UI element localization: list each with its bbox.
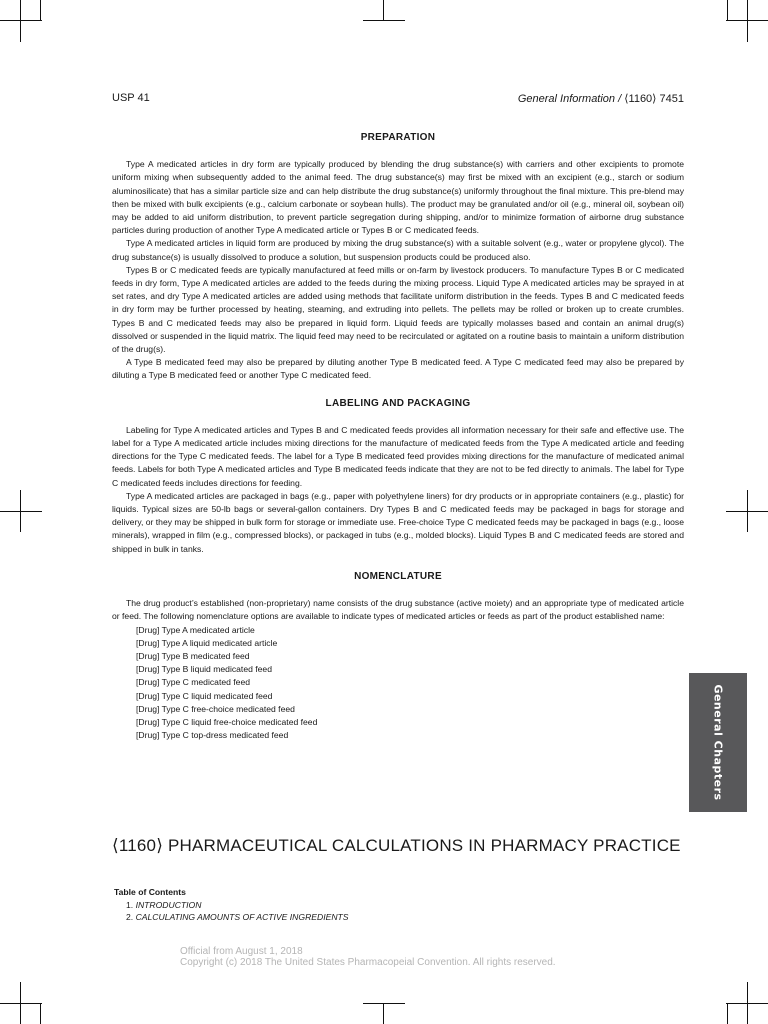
list-item: [Drug] Type C medicated feed [136,677,251,688]
section-heading: NOMENCLATURE [354,570,442,582]
list-item: [Drug] Type A liquid medicated article [136,637,278,648]
toc-item[interactable] [114,911,349,924]
table-of-contents [114,886,349,924]
toc-number: 2. [126,912,134,922]
running-header [112,92,684,108]
official-date: Official from August 1, 2018 [180,946,303,957]
chapter-title: ⟨1160⟩ PHARMACEUTICAL CALCULATIONS IN PHARMACY PRACTICE [112,836,681,855]
preparation-section [112,131,684,383]
paragraph: A Type B medicated feed may also be prepared by diluting another Type B medicated feed. A Type C medicated feed may also be prepared by diluting a Type B medicated feed or another Type C medicated feed. [112,357,684,381]
paragraph: Type A medicated articles are packaged in bags (e.g., paper with polyethylene liners) for dry products or in appropriate containers (e.g., plastic) for liquids. Typical sizes are 50-lb bags or several-gallon containers. Dry Types B and C medicated feeds may be packaged in bags for storage and delivery, or they may be shipped in bulk form for storage or immediate use. Free-choice Type C medicated feeds may be packaged in bags (e.g., loose minerals), wrapped in film (e.g., compressed blocks), or packaged in tubs (e.g., molded blocks). Liquid Types B and C medicated feeds are stored and shipped in bulk in tanks. [112,490,684,554]
nomenclature-list [136,624,684,743]
section-heading: LABELING AND PACKAGING [325,397,471,409]
page-content [112,131,684,756]
general-chapters-tab [689,673,747,812]
list-item: [Drug] Type B liquid medicated feed [136,664,272,675]
list-item: [Drug] Type C top-dress medicated feed [136,730,289,741]
copyright-notice: Copyright (c) 2018 The United States Pharmacopeial Convention. All rights reserved. [180,957,556,968]
list-item: [Drug] Type C liquid free-choice medicated feed [136,716,318,727]
labeling-section [112,397,684,556]
header-right-page: ⟨1160⟩ 7451 [621,93,684,105]
list-item: [Drug] Type B medicated feed [136,650,250,661]
header-right-italic: General Information / [517,93,622,105]
toc-number: 1. [126,899,134,910]
paragraph: The drug product’s established (non-proprietary) name consists of the drug substance (active moiety) and an appropriate type of medicated article or feed. The following nomenclature options are available to indicate types of medicated articles or feeds as part of the product established name: [112,598,684,622]
paragraph: Type A medicated articles in dry form are typically produced by blending the drug substance(s) with carriers and other excipients to promote uniform mixing when subsequently added to the animal feed. The drug substance(s) may first be mixed with an excipient (e.g., starch or sodium aluminosilicate) that has a similar particle size and can help distribute the drug substance(s) uniformly throughout the final mixture. This pre-blend may then be mixed with bulk excipients (e.g., calcium carbonate or soybean hulls). The product may be granulated and/or oil (e.g., mineral oil, soybean oil) may be added to aid uniform distribution, to prevent particle segregation during shipping, and/or to minimize formation of airborne drug substance particles during production of another Type A medicated article or Types B or C medicated feeds. [112,159,684,236]
paragraph: Labeling for Type A medicated articles and Types B and C medicated feeds provides all information necessary for their safe and effective use. The label for a Type A medicated article includes mixing directions for the manufacture of medicated feeds from the Type A medicated article and feeding directions for the Type C medicated feeds. The label for a Type B medicated feed provides mixing directions for the manufacture of medicated animal feeds. Labels for both Type A medicated articles and Type B medicated feeds indicate that they are not to be fed directly to animals. The label for Type C medicated feeds includes directions for feeding. [112,424,684,488]
paragraph: Types B or C medicated feeds are typically manufactured at feed mills or on-farm by livestock producers. To manufacture Types B or C medicated feeds in dry form, Type A medicated articles are added to the feeds during the mixing process. Liquid Type A medicated articles may be sprayed in at set rates, and dry Type A medicated articles are added using methods that facilitate uniform distribution in the feeds. Types B and C medicated feeds in dry form may be further processed by heating, steaming, and extruding into pellets. The pellets may be rolled or broken up to create crumbles. Types B and C medicated feeds may also be prepared in liquid form. Liquid feeds are typically molasses based and contain an animal drug(s) dissolved or suspended in the liquid matrix. The liquid feed may need to be recirculated or agitated on a routine basis to maintain a uniform distribution of the drug(s). [112,264,684,355]
side-tab-label: General Chapters [711,684,725,801]
header-right [518,92,684,105]
toc-title: Table of Contents [114,887,186,897]
list-item: [Drug] Type A medicated article [136,624,255,635]
list-item: [Drug] Type C free-choice medicated feed [136,703,295,714]
list-item: [Drug] Type C liquid medicated feed [136,690,273,701]
paragraph: Type A medicated articles in liquid form are produced by mixing the drug substance(s) with a suitable solvent (e.g., water or propylene glycol). The drug substance(s) is usually dissolved to produce a solution, but suspension products could be produced also. [112,238,684,262]
header-left: USP 41 [112,92,150,104]
nomenclature-section [112,570,684,742]
toc-item[interactable] [114,899,349,912]
copyright-footer [180,946,556,968]
toc-link[interactable]: INTRODUCTION [135,899,202,910]
toc-link[interactable]: CALCULATING AMOUNTS OF ACTIVE INGREDIENTS [135,912,349,922]
section-heading: PREPARATION [360,132,436,143]
